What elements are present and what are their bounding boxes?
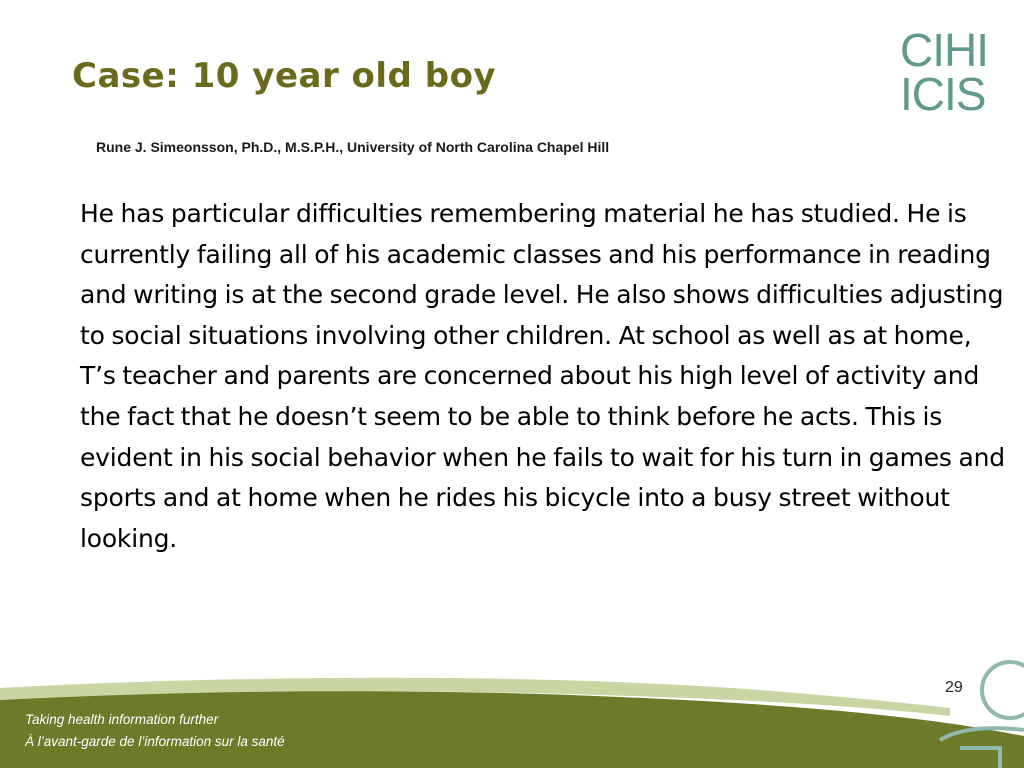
cihi-icis-logo (900, 24, 988, 120)
footer-tagline-en: Taking health information further (25, 712, 219, 727)
logo-line-icis: ICIS (900, 68, 986, 120)
slide-body-text: He has particular difficulties remembering material he has studied. He is currently failing all of his academic classes and his performance in reading and writing is at the second grade level. He also shows difficulties adjusting to social situations involving other children. At school as well as at home, T’s teacher and parents are concerned about his high level of activity and the fact that he doesn’t seem to be able to think before he acts. This is evident in his social behavior when he fails to wait for his turn in games and sports and at home when he rides his bicycle into a busy street without looking. (80, 199, 1005, 553)
page-number: 29 (945, 679, 963, 696)
slide-title: Case: 10 year old boy (72, 56, 497, 96)
slide-subtitle: Rune J. Simeonsson, Ph.D., M.S.P.H., University of North Carolina Chapel Hill (96, 139, 610, 155)
footer-tagline-fr: À l’avant-garde de l’information sur la santé (25, 734, 285, 749)
logo-line-cihi: CIHI (900, 24, 988, 76)
